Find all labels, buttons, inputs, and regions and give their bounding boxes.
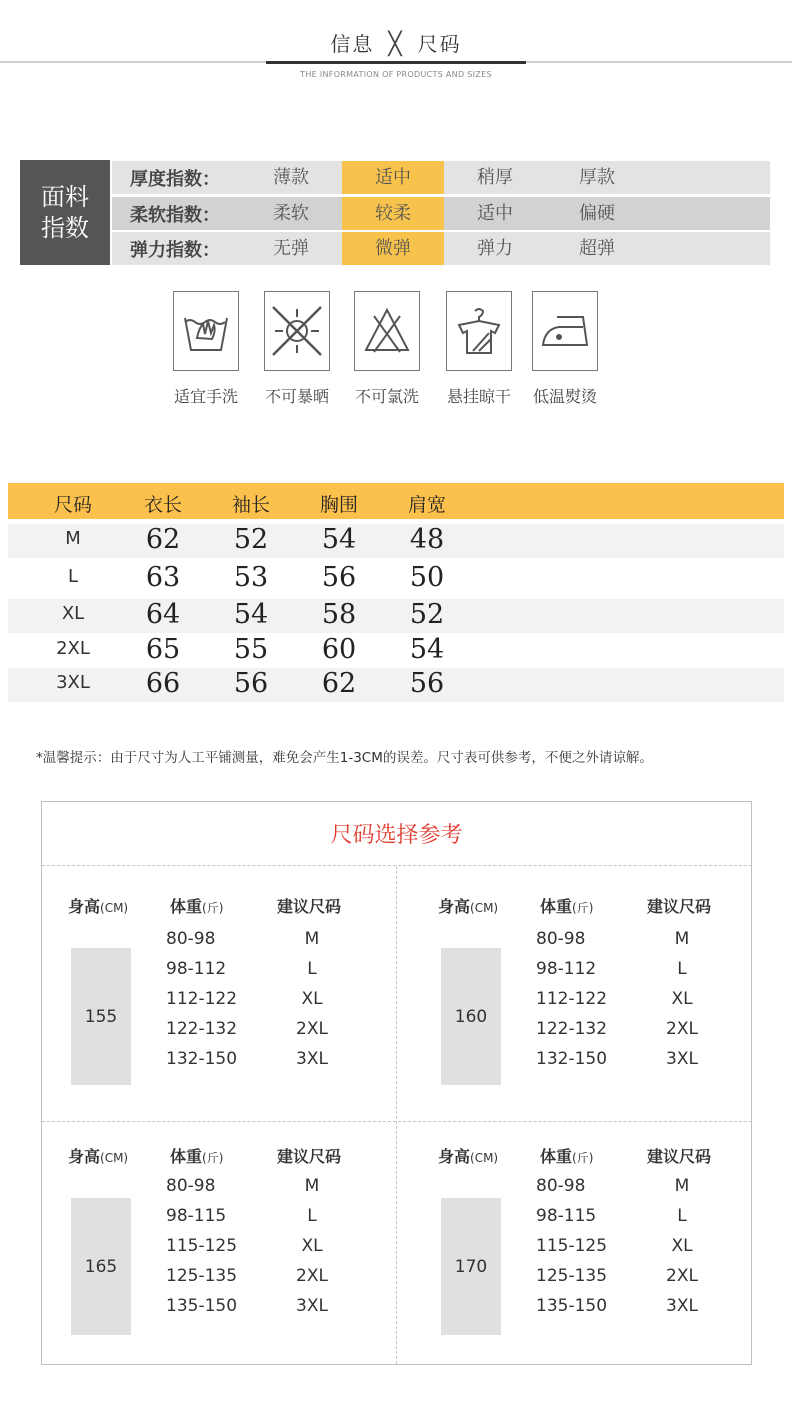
ref-suggested-size: L [677,959,687,979]
ref-suggested-size: L [677,1206,687,1226]
ref-height-unit: (CM) [100,901,129,915]
ref-height-value: 165 [71,1198,131,1335]
reference-block-divider [42,1121,752,1122]
ref-weight-label: 体重 [170,897,203,916]
ref-weight-range: 132-150 [166,1049,238,1069]
fabric-index-name: 柔软指数： [130,204,220,226]
size-table-header-cell: 衣长 [143,494,182,516]
size-table-value-cell: 56 [233,668,269,699]
ref-height-label: 身高 [438,1147,471,1166]
care-label: 低温熨烫 [532,387,597,406]
ref-height-value: 170 [441,1198,501,1335]
fabric-option-selected: 较柔 [342,197,444,230]
ref-weight-header [540,1144,593,1167]
fabric-option: 稍厚 [477,167,513,188]
ref-height-unit: (CM) [470,1151,499,1165]
size-table-value-cell: 58 [321,599,357,630]
size-table-size-cell: M [65,528,81,549]
care-label: 悬挂晾干 [446,387,511,406]
size-table-value-cell: 66 [145,668,181,699]
care-item-hand-wash [171,291,241,407]
ref-height-unit: (CM) [100,1151,129,1165]
hang-dry-icon [446,291,512,371]
ref-weight-range: 98-115 [166,1206,227,1226]
ref-height-value: 155 [71,948,131,1085]
fabric-index-name: 弹力指数： [130,239,220,261]
header-left-label: 信息 [330,32,375,56]
fabric-option: 超弹 [579,238,615,259]
size-table-value-cell: 60 [321,634,357,665]
fabric-option-selected: 微弹 [342,232,444,265]
size-table-value-cell: 65 [145,634,181,665]
fabric-option: 无弹 [273,238,309,259]
header-right-label: 尺码 [417,32,462,56]
size-table-value-cell: 48 [409,524,445,555]
ref-weight-range: 132-150 [536,1049,608,1069]
ref-suggested-size: L [307,1206,317,1226]
ref-weight-range: 98-112 [536,959,597,979]
ref-suggested-size: 3XL [666,1049,698,1069]
care-item-no-sun [262,291,332,407]
fabric-option: 薄款 [273,167,309,188]
ref-weight-range: 98-112 [166,959,227,979]
ref-suggested-size: XL [671,1236,693,1256]
size-table-size-cell: L [67,566,79,587]
fabric-label-line2: 指数 [41,213,89,242]
fabric-option: 弹力 [477,238,513,259]
ref-height-unit: (CM) [470,901,499,915]
ref-height-header [438,894,498,917]
ref-weight-range: 80-98 [166,1176,216,1196]
ref-weight-range: 80-98 [536,929,586,949]
ref-weight-range: 112-122 [166,989,238,1009]
ref-weight-range: 125-135 [536,1266,608,1286]
ref-height-value: 160 [441,948,501,1085]
hand-wash-icon [173,291,239,371]
size-table-value-cell: 62 [145,524,181,555]
size-table-header-cell: 尺码 [53,494,92,516]
size-table-value-cell: 56 [409,668,445,699]
reference-title-divider [42,865,752,866]
size-table-value-cell: 56 [321,562,357,593]
ref-suggested-size: M [304,1176,320,1196]
ref-height-header [438,1144,498,1167]
fabric-index-row [112,197,770,230]
ref-suggested-size: XL [671,989,693,1009]
fabric-index-row [112,232,770,265]
ref-weight-unit: (斤) [572,901,594,915]
fabric-option: 柔软 [273,203,309,224]
header-subtitle: THE INFORMATION OF PRODUCTS AND SIZES [300,70,492,79]
fabric-index-name: 厚度指数： [130,168,220,190]
ref-suggested-size: 2XL [666,1266,698,1286]
page-header-title [0,28,792,57]
ref-size-header: 建议尺码 [277,1147,342,1166]
ref-suggested-size: M [674,1176,690,1196]
reference-column-divider [396,866,397,1364]
ref-suggested-size: 3XL [296,1049,328,1069]
ref-weight-unit: (斤) [202,1151,224,1165]
ref-size-header: 建议尺码 [647,897,712,916]
size-table-header-cell: 袖长 [231,494,270,516]
ref-weight-range: 115-125 [166,1236,238,1256]
ref-suggested-size: XL [301,989,323,1009]
header-divider-accent [266,61,526,64]
size-table-value-cell: 53 [233,562,269,593]
ref-weight-label: 体重 [540,1147,573,1166]
care-label: 不可暴晒 [264,387,329,406]
fabric-index-label [20,160,110,265]
ref-weight-range: 125-135 [166,1266,238,1286]
ref-weight-unit: (斤) [572,1151,594,1165]
size-table-value-cell: 54 [409,634,445,665]
ref-weight-header [540,894,593,917]
ref-suggested-size: 3XL [666,1296,698,1316]
ref-suggested-size: 2XL [296,1019,328,1039]
ref-weight-range: 80-98 [166,929,216,949]
care-item-hang-dry [444,291,514,407]
ref-weight-label: 体重 [170,1147,203,1166]
ref-weight-header [170,1144,223,1167]
size-table-value-cell: 64 [145,599,181,630]
size-table-value-cell: 50 [409,562,445,593]
care-label: 不可氯洗 [354,387,419,406]
ref-weight-range: 80-98 [536,1176,586,1196]
care-label: 适宜手洗 [173,387,238,406]
ref-height-header [68,894,128,917]
size-table-value-cell: 54 [321,524,357,555]
no-sun-dry-icon [264,291,330,371]
ref-suggested-size: L [307,959,317,979]
ref-weight-range: 122-132 [536,1019,608,1039]
size-table-value-cell: 52 [409,599,445,630]
ref-suggested-size: M [674,929,690,949]
ref-weight-range: 98-115 [536,1206,597,1226]
ref-height-label: 身高 [438,897,471,916]
size-table-value-cell: 52 [233,524,269,555]
ref-suggested-size: 2XL [296,1266,328,1286]
ref-size-header: 建议尺码 [647,1147,712,1166]
ref-height-header [68,1144,128,1167]
ref-weight-unit: (斤) [202,901,224,915]
ref-weight-label: 体重 [540,897,573,916]
measurement-tip: *温馨提示：由于尺寸为人工平铺测量，难免会产生1-3CM的误差。尺寸表可供参考，不便之外请谅解。 [36,750,653,766]
ref-weight-range: 112-122 [536,989,608,1009]
size-table-value-cell: 63 [145,562,181,593]
ref-height-label: 身高 [68,897,101,916]
ref-weight-range: 115-125 [536,1236,608,1256]
ref-suggested-size: XL [301,1236,323,1256]
fabric-option: 厚款 [579,167,615,188]
size-table-size-cell: XL [61,603,85,624]
fabric-index-row [112,161,770,194]
ref-size-header: 建议尺码 [277,897,342,916]
size-table-value-cell: 62 [321,668,357,699]
care-item-no-bleach [352,291,422,407]
fabric-option: 适中 [477,203,513,224]
ref-suggested-size: 3XL [296,1296,328,1316]
fabric-option: 偏硬 [579,203,615,224]
ref-weight-header [170,894,223,917]
care-item-low-iron [530,291,600,407]
size-reference-title: 尺码选择参考 [330,823,463,848]
ref-weight-range: 135-150 [536,1296,608,1316]
fabric-label-line1: 面料 [41,182,89,211]
ref-suggested-size: 2XL [666,1019,698,1039]
size-table-value-cell: 54 [233,599,269,630]
fabric-option-selected: 适中 [342,161,444,194]
separator-cross-icon: ╳ [388,32,404,57]
ref-height-label: 身高 [68,1147,101,1166]
size-table-value-cell: 55 [233,634,269,665]
ref-weight-range: 135-150 [166,1296,238,1316]
size-table-header-cell: 肩宽 [407,494,446,516]
low-iron-icon [532,291,598,371]
size-table-header-cell: 胸围 [319,494,358,516]
ref-weight-range: 122-132 [166,1019,238,1039]
size-table-size-cell: 2XL [56,638,90,659]
no-bleach-icon [354,291,420,371]
ref-suggested-size: M [304,929,320,949]
size-table-size-cell: 3XL [56,672,90,693]
